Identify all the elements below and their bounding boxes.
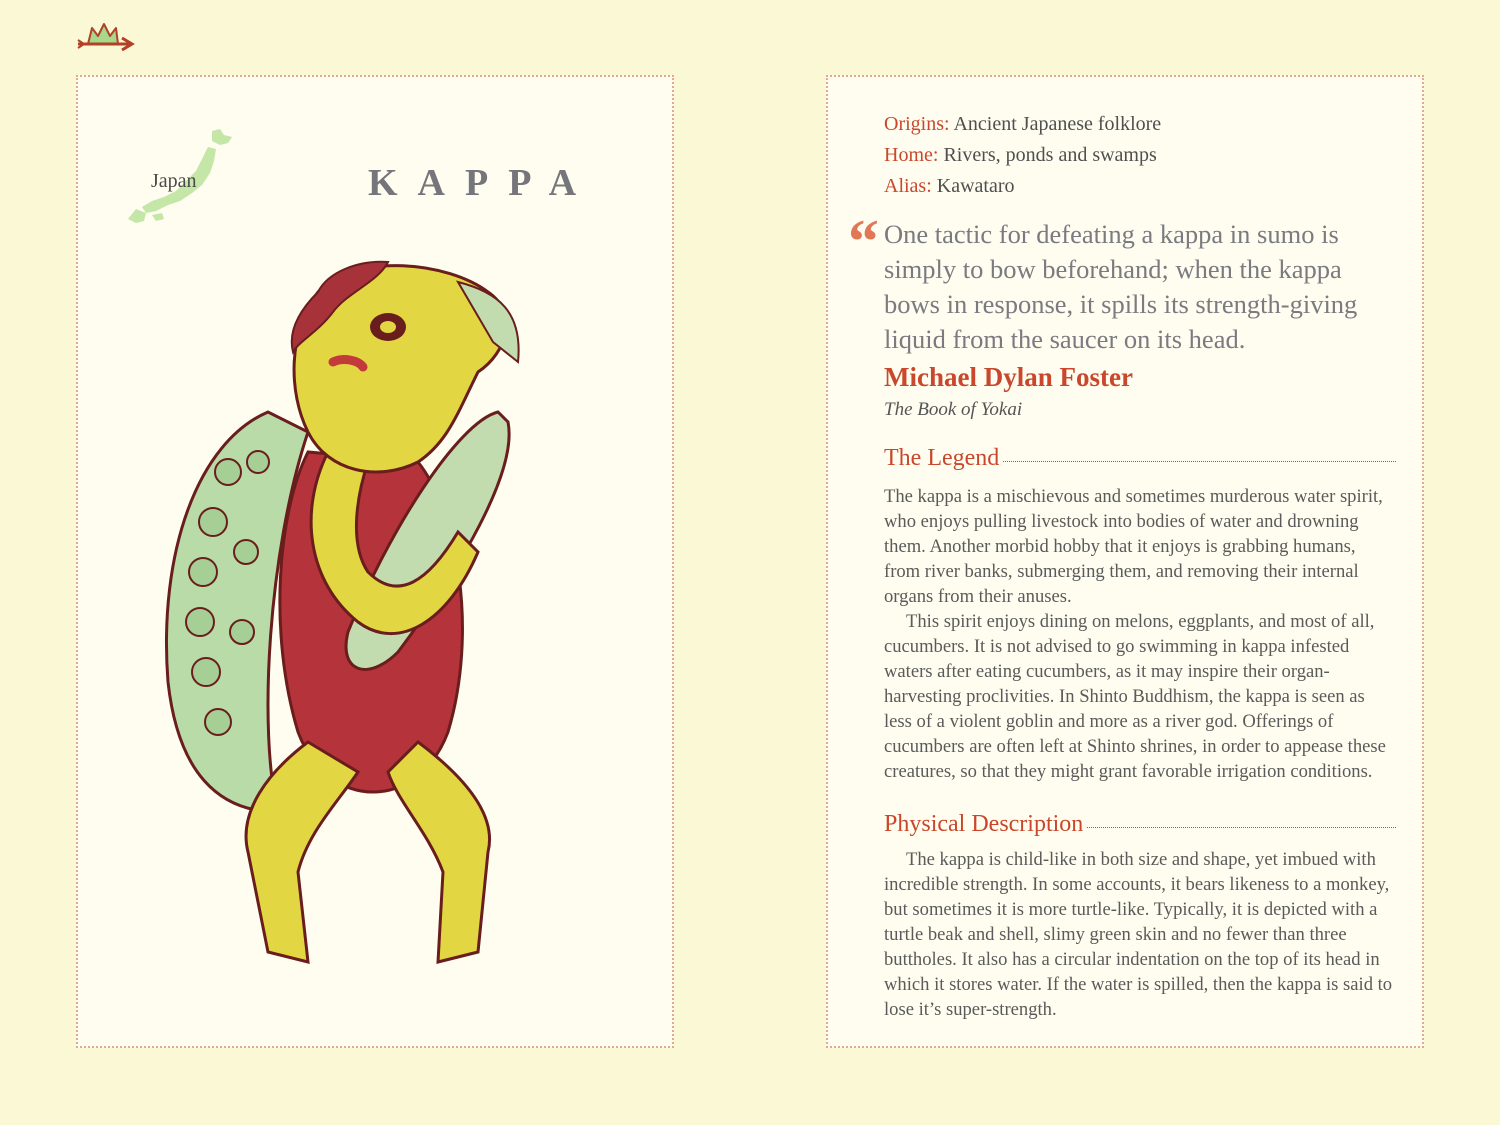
meta-block: [884, 109, 1161, 202]
illustration-card: [76, 75, 674, 1048]
divider: [1003, 461, 1396, 462]
legend-paragraph: The kappa is a mischievous and sometimes murderous water spirit, who enjoys pulling livestock into bodies of water and drowning them. Another morbid hobby that it enjoys is grabbing humans, from river banks, submerging them, and removing their internal organs from their anuses.: [884, 486, 1383, 607]
physical-heading: [884, 811, 1396, 838]
origins-row: [884, 109, 1161, 140]
physical-heading-label: Physical Description: [884, 811, 1084, 837]
home-value: Rivers, ponds and swamps: [943, 144, 1157, 166]
physical-paragraph: The kappa is child-like in both size and shape, yet imbued with incredible strength. In some accounts, it bears likeness to a monkey, but sometimes it is more turtle-like. Typically, it is depicted with a turtle beak and shell, slimy green skin and no fewer than three buttholes. It also has a circular indentation on the top of its head in which it stores water. If the water is spilled, then the kappa is said to lose it’s super-strength.: [884, 849, 1393, 1020]
origins-value: Ancient Japanese folklore: [953, 113, 1162, 135]
kappa-illustration: [158, 252, 598, 1002]
crown-arrow-icon: [76, 18, 136, 54]
legend-heading: [884, 445, 1396, 472]
quote-source: The Book of Yokai: [884, 399, 1023, 420]
physical-body: [884, 847, 1394, 1022]
quote-author: Michael Dylan Foster: [884, 362, 1133, 392]
legend-heading-label: The Legend: [884, 445, 1000, 471]
map-label: Japan: [151, 170, 197, 192]
legend-body: [884, 484, 1394, 784]
origins-label: Origins:: [884, 113, 950, 135]
alias-label: Alias:: [884, 175, 932, 197]
page-title: KAPPA: [368, 162, 597, 204]
divider: [1087, 827, 1396, 828]
alias-value: Kawataro: [936, 175, 1015, 197]
quote-mark-icon: “: [848, 208, 879, 276]
info-card: [826, 75, 1424, 1048]
home-label: Home:: [884, 144, 939, 166]
legend-paragraph: This spirit enjoys dining on melons, eggplants, and most of all, cucumbers. It is not advised to go swimming in kappa infested waters after eating cucumbers, as it may inspire their organ-harvesting proclivities. In Shinto Buddhism, the kappa is seen as less of a violent goblin and more as a river god. Offerings of cucumbers are often left at Shinto shrines, in order to appease these creatures, so that they might grant favorable irrigation conditions.: [884, 611, 1386, 782]
quote-text: One tactic for defeating a kappa in sumo is simply to bow beforehand; when the kappa bows in response, it spills its strength-giving liquid from the saucer on its head.: [884, 219, 1358, 354]
alias-row: [884, 171, 1161, 202]
home-row: [884, 140, 1161, 171]
